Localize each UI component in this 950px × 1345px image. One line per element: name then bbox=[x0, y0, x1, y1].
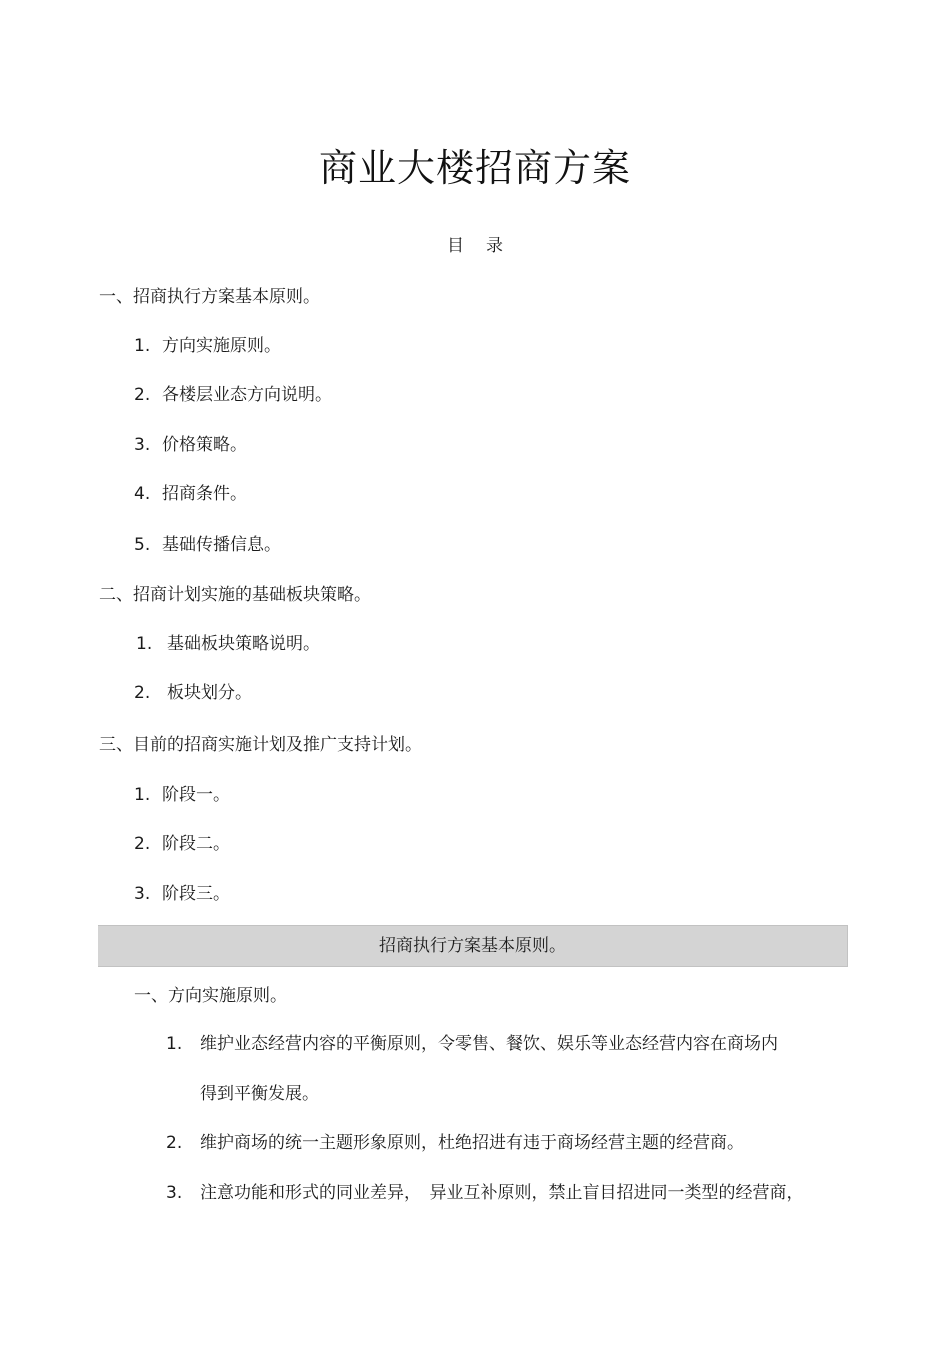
toc-item-number: 1. bbox=[136, 634, 153, 654]
toc-item-label: 各楼层业态方向说明。 bbox=[162, 385, 332, 405]
toc-item bbox=[134, 881, 230, 907]
toc-item bbox=[134, 333, 281, 359]
toc-item bbox=[134, 831, 230, 857]
toc-item-number: 3. bbox=[134, 435, 151, 455]
principle-text: 维护业态经营内容的平衡原则，令零售、餐饮、娱乐等业态经营内容在商场内 bbox=[200, 1034, 778, 1054]
document-title: 商业大楼招商方案 bbox=[318, 146, 631, 190]
toc-item bbox=[134, 680, 252, 706]
principle-number: 3. bbox=[166, 1183, 183, 1203]
toc-item-number: 2. bbox=[134, 834, 151, 854]
principle-continuation: 得到平衡发展。 bbox=[200, 1084, 319, 1104]
toc-heading bbox=[0, 233, 950, 259]
principle-number: 2. bbox=[166, 1133, 183, 1153]
toc-item bbox=[134, 432, 247, 458]
principle-text: 注意功能和形式的同业差异， 异业互补原则，禁止盲目招进同一类型的经营商， bbox=[200, 1183, 804, 1203]
toc-item-number: 4. bbox=[134, 484, 151, 504]
toc-item bbox=[134, 481, 247, 507]
principle-item bbox=[166, 1130, 744, 1156]
toc-section-3: 三、目前的招商实施计划及推广支持计划。 bbox=[99, 735, 422, 755]
toc-heading-right: 录 bbox=[486, 236, 503, 256]
section-banner: 招商执行方案基本原则。 bbox=[98, 925, 848, 967]
toc-item-number: 1. bbox=[134, 336, 151, 356]
toc-section-1: 一、招商执行方案基本原则。 bbox=[99, 287, 320, 307]
principle-item bbox=[166, 1180, 804, 1206]
toc-item bbox=[134, 532, 281, 558]
toc-item bbox=[134, 782, 230, 808]
toc-item-label: 基础传播信息。 bbox=[162, 535, 281, 555]
toc-item bbox=[134, 382, 332, 408]
section-heading: 一、方向实施原则。 bbox=[134, 986, 287, 1006]
toc-item-label: 阶段二。 bbox=[162, 834, 230, 854]
toc-item-label: 阶段三。 bbox=[162, 884, 230, 904]
principle-number: 1. bbox=[166, 1034, 183, 1054]
toc-item-number: 1. bbox=[134, 785, 151, 805]
toc-item-label: 阶段一。 bbox=[162, 785, 230, 805]
toc-item-number: 5. bbox=[134, 535, 151, 555]
toc-section-2: 二、招商计划实施的基础板块策略。 bbox=[99, 585, 371, 605]
toc-heading-left: 目 bbox=[447, 236, 464, 256]
toc-item-number: 2. bbox=[134, 683, 151, 703]
principle-text: 维护商场的统一主题形象原则，杜绝招进有违于商场经营主题的经营商。 bbox=[200, 1133, 744, 1153]
toc-item-number: 3. bbox=[134, 884, 151, 904]
toc-item-label: 基础板块策略说明。 bbox=[167, 634, 320, 654]
toc-item-label: 板块划分。 bbox=[167, 683, 252, 703]
toc-item bbox=[136, 631, 320, 657]
toc-item-label: 招商条件。 bbox=[162, 484, 247, 504]
principle-item bbox=[166, 1031, 778, 1057]
toc-item-label: 价格策略。 bbox=[162, 435, 247, 455]
toc-item-number: 2. bbox=[134, 385, 151, 405]
toc-item-label: 方向实施原则。 bbox=[162, 336, 281, 356]
